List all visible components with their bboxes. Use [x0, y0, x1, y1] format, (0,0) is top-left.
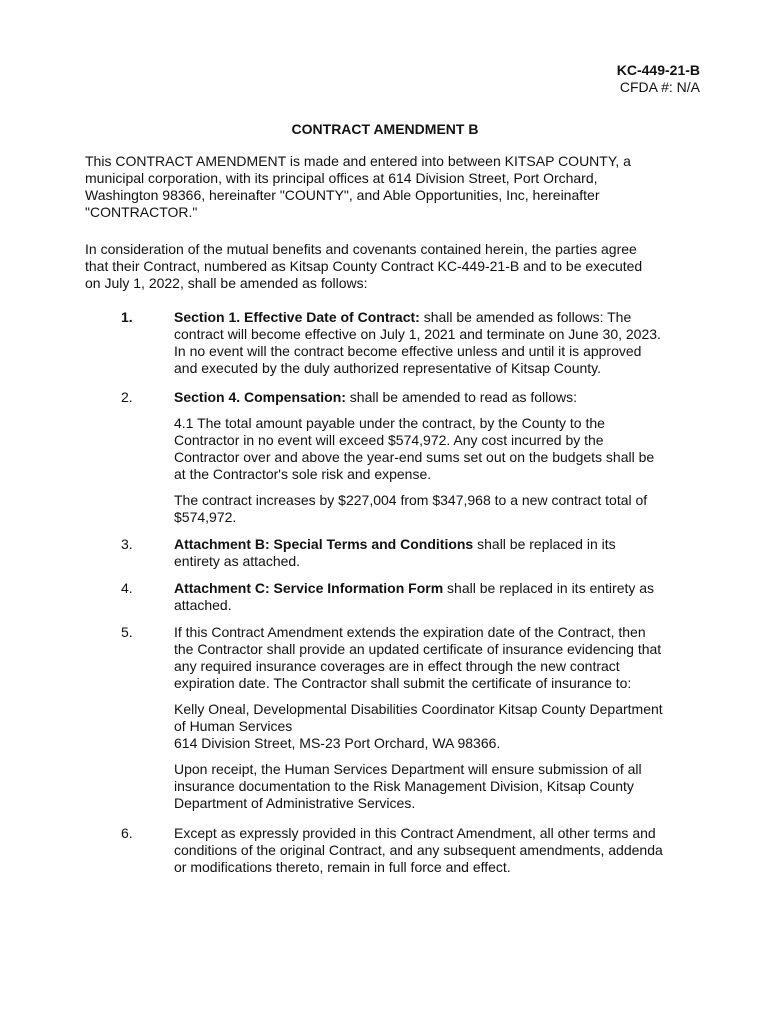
item-number: 2. — [121, 389, 133, 405]
item-number: 6. — [121, 825, 133, 841]
item-line: and executed by the duly authorized representative of Kitsap County. — [174, 360, 602, 376]
item-line: entirety as attached. — [174, 553, 301, 569]
item-line: Department of Administrative Services. — [174, 795, 416, 811]
item-lead: shall be replaced in its — [473, 536, 616, 552]
item-body — [174, 624, 704, 812]
item-line: attached. — [174, 597, 232, 613]
item-lead: shall be replaced in its entirety as — [443, 580, 655, 596]
item-number: 5. — [121, 624, 133, 640]
item-line: Contractor in no event will exceed $574,972. Any cost incurred by the — [174, 432, 604, 448]
item-line: expiration date. The Contractor shall submit the certificate of insurance to: — [174, 675, 632, 691]
item-line: Contractor over and above the year-end sums set out on the budgets shall be — [174, 449, 655, 465]
consideration-line: that their Contract, numbered as Kitsap County Contract KC-449-21-B and to be executed — [85, 258, 643, 274]
compensation-clause — [174, 415, 704, 483]
intro-paragraph — [85, 153, 685, 221]
contract-number: KC-449-21-B — [616, 62, 700, 78]
item-line: Except as expressly provided in this Contract Amendment, all other terms and — [174, 825, 656, 841]
document-header — [617, 62, 700, 96]
item-body — [174, 825, 704, 876]
item-line: Upon receipt, the Human Services Department will ensure submission of all — [174, 761, 642, 777]
intro-line: Washington 98366, hereinafter "COUNTY", and Able Opportunities, Inc, hereinafter — [85, 187, 600, 203]
item-line: The contract increases by $227,004 from $347,968 to a new contract total of — [174, 492, 648, 508]
item-heading: Section 4. Compensation: — [174, 389, 346, 405]
intro-line: "CONTRACTOR." — [85, 204, 198, 220]
receipt-note — [174, 761, 704, 812]
item-line: 4.1 The total amount payable under the contract, by the County to the — [174, 415, 605, 431]
item-line: at the Contractor's sole risk and expense. — [174, 466, 432, 482]
contact-line: 614 Division Street, MS-23 Port Orchard, WA 98366. — [174, 735, 501, 751]
item-number: 3. — [121, 536, 133, 552]
item-line: conditions of the original Contract, and any subsequent amendments, addenda — [174, 842, 663, 858]
contract-increase-note — [174, 492, 704, 526]
intro-line: This CONTRACT AMENDMENT is made and entered into between KITSAP COUNTY, a — [85, 153, 631, 169]
item-heading: Attachment B: Special Terms and Conditions — [174, 536, 474, 552]
item-line: the Contractor shall provide an updated certificate of insurance evidencing that — [174, 641, 662, 657]
contact-line: of Human Services — [174, 718, 293, 734]
consideration-line: In consideration of the mutual benefits and covenants contained herein, the parties agree — [85, 241, 637, 257]
item-line: or modifications thereto, remain in full force and effect. — [174, 859, 511, 875]
item-number: 1. — [121, 309, 133, 325]
cfda-number: CFDA #: N/A — [619, 79, 700, 95]
item-body — [174, 580, 704, 614]
consideration-paragraph — [85, 241, 685, 292]
item-lead: shall be amended as follows: The — [419, 309, 632, 325]
document-title: CONTRACT AMENDMENT B — [291, 121, 479, 137]
item-body — [174, 536, 704, 570]
item-body — [174, 309, 704, 377]
item-line: insurance documentation to the Risk Management Division, Kitsap County — [174, 778, 634, 794]
item-lead: shall be amended to read as follows: — [345, 389, 578, 405]
contact-line: Kelly Oneal, Developmental Disabilities Coordinator Kitsap County Department — [174, 701, 663, 717]
consideration-line: on July 1, 2022, shall be amended as follows: — [85, 275, 368, 291]
item-number: 4. — [121, 580, 133, 596]
item-line: If this Contract Amendment extends the expiration date of the Contract, then — [174, 624, 646, 640]
intro-line: municipal corporation, with its principal offices at 614 Division Street, Port Orchard, — [85, 170, 598, 186]
item-heading: Section 1. Effective Date of Contract: — [174, 309, 420, 325]
item-line: any required insurance coverages are in effect through the new contract — [174, 658, 620, 674]
item-line: In no event will the contract become effective unless and until it is approved — [174, 343, 642, 359]
item-heading: Attachment C: Service Information Form — [174, 580, 444, 596]
item-body — [174, 389, 704, 526]
insurance-contact — [174, 701, 704, 752]
item-line: contract will become effective on July 1, 2021 and terminate on June 30, 2023. — [174, 326, 661, 342]
item-line: $574,972. — [174, 509, 237, 525]
